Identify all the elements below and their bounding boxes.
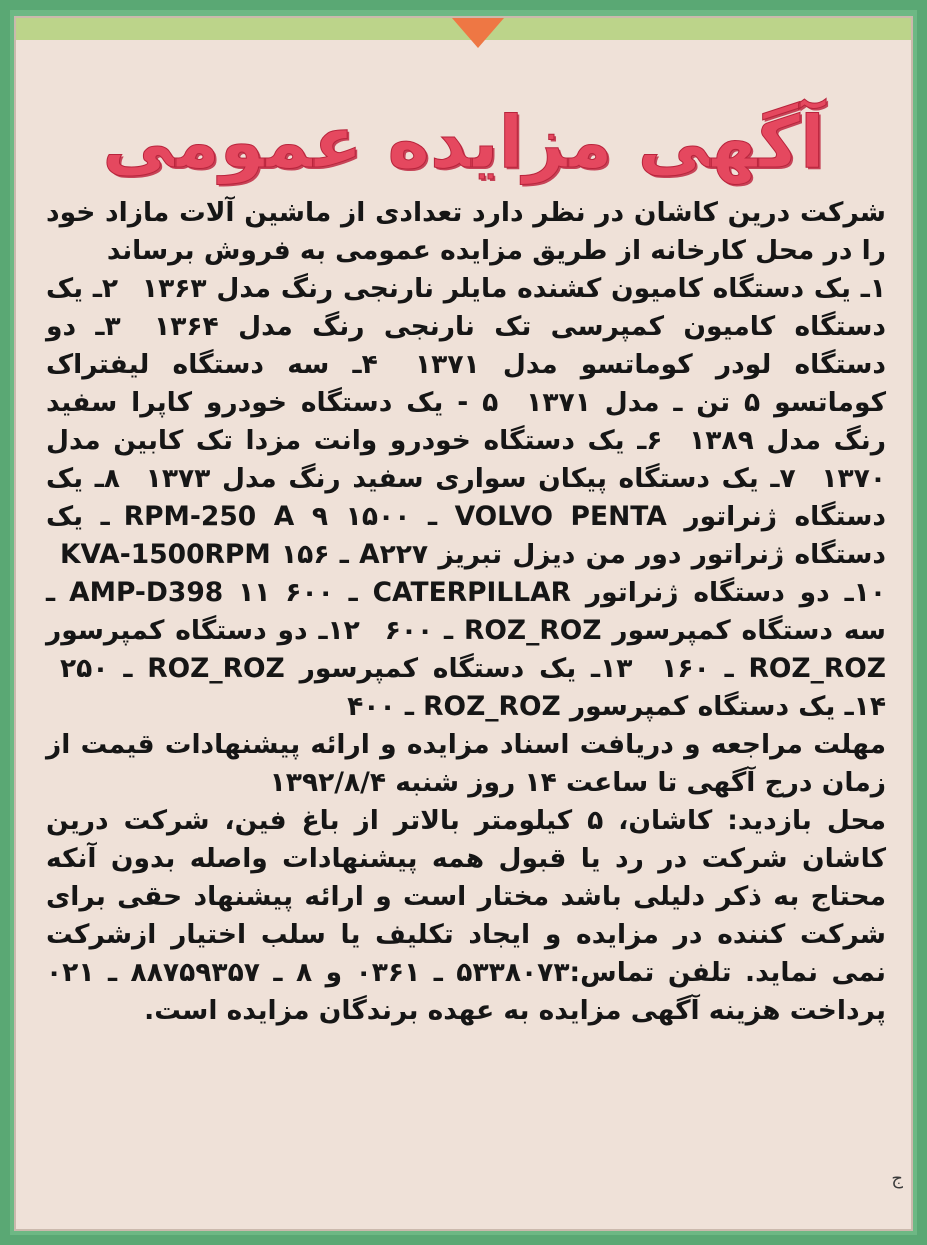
ad-paper [14, 16, 913, 1231]
list-item: ۹ـ یک دستگاه ژنراتور دور من دیزل تبریز A۲۲۷ ـ ۱۵۶ KVA-1500RPM [46, 501, 886, 570]
ad-title: آگهی مزایده عمومی [102, 100, 825, 184]
side-mark: ج [891, 1168, 903, 1189]
list-item: ۱ـ یک دستگاه کامیون کشنده مایلر نارنجی رنگ مدل ۱۳۶۳ [141, 273, 886, 304]
list-item: ۱۲ـ دو دستگاه کمپرسور ROZ_ROZ ـ ۱۶۰ [46, 615, 887, 684]
list-item: ۱۱ـ سه دستگاه کمپرسور ROZ_ROZ ـ ۶۰۰ [46, 577, 886, 646]
list-item: ۴ـ سه دستگاه لیفتراک کوماتسو ۵ تن ـ مدل ۱۳۷۱ [46, 349, 886, 418]
pointer-arrow-icon [452, 18, 504, 48]
ad-intro: شرکت درین کاشان در نظر دارد تعدادی از ماشین آلات مازاد خود را در محل کارخانه از طریق مزایده عمومی به فروش برساند [46, 197, 886, 266]
list-item: ۲ـ یک دستگاه کامیون کمپرسی تک نارنجی رنگ مدل ۱۳۶۴ [46, 273, 886, 342]
list-item: ۱۰ـ دو دستگاه ژنراتور CATERPILLAR ـ ۶۰۰ AMP-D398 [69, 577, 887, 608]
list-item: ۳ـ دو دستگاه لودر کوماتسو مدل ۱۳۷۱ [46, 311, 886, 380]
ad-items [46, 270, 886, 726]
list-item: ۷ـ یک دستگاه پیکان سواری سفید رنگ مدل ۱۳۷۳ [145, 463, 796, 494]
list-item: ۵ - یک دستگاه خودرو کاپرا سفید رنگ مدل ۱۳۸۹ [46, 387, 887, 456]
ad-visit-and-contact: محل بازدید: کاشان، ۵ کیلومتر بالاتر از باغ فین، شرکت درین کاشان شرکت در رد یا قبول همه پیشنهادات واصله بدون آنکه محتاج به ذکر دلیلی باشد مختار است و ارائه پیشنهاد حقی برای شرکت کننده در مزایده و ایجاد تکلیف یا سلب اختیار ازشرکت نمی نماید. تلفن تماس:۵۳۳۸۰۷۳ ـ ۰۳۶۱ و ۸ ـ ۸۸۷۵۹۳۵۷ ـ ۰۲۱ پرداخت هزینه آگهی مزایده به عهده برندگان مزایده است. [46, 805, 886, 1026]
ad-body [46, 194, 886, 1030]
list-item: ۸ـ یک دستگاه ژنراتور VOLVO PENTA ـ ۱۵۰۰ RPM-250 A [46, 463, 887, 532]
ad-deadline: مهلت مراجعه و دریافت اسناد مزایده و ارائه پیشنهادات قیمت از زمان درج آگهی تا ساعت ۱۴ روز شنبه ۱۳۹۲/۸/۴ [46, 729, 886, 798]
list-item: ۱۴ـ یک دستگاه کمپرسور ROZ_ROZ ـ ۴۰۰ [347, 691, 886, 722]
list-item: ۶ـ یک دستگاه خودرو وانت مزدا تک کابین مدل ۱۳۷۰ [46, 425, 887, 494]
list-item: ۱۳ـ یک دستگاه کمپرسور ROZ_ROZ ـ ۲۵۰ [60, 653, 633, 684]
